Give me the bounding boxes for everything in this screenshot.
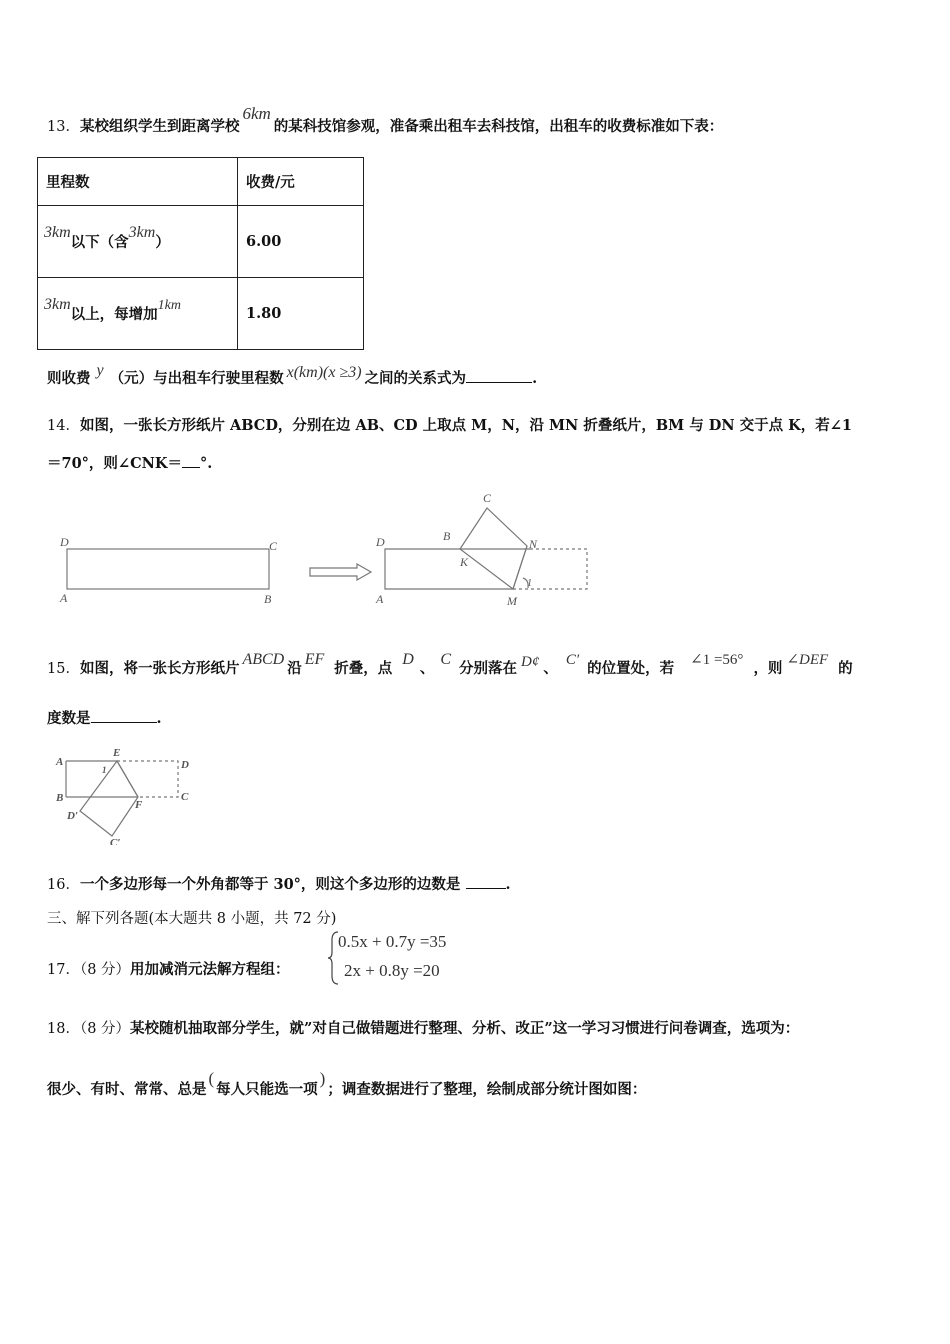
q15-label-Cprime: C′ [110, 837, 121, 845]
q16-answer-blank[interactable] [466, 874, 506, 889]
q14-line2 [47, 452, 212, 473]
q15-line1 [47, 651, 853, 678]
q15-flap [80, 761, 138, 836]
q18-text2: 很少、有时、常常、总是 [47, 1081, 207, 1098]
q17-equation-2: 2x + 0.8y =20 [344, 961, 440, 980]
q15-end: . [156, 710, 162, 727]
q14-label-1: 1 [527, 578, 532, 589]
q15-angle1: ∠1 =56° [690, 652, 744, 668]
q15-label-A: A [56, 756, 64, 768]
q13-tail-mid: （元）与出租车行驶里程数 [109, 370, 284, 387]
q18-text: 某校随机抽取部分学生，就”对自己做错题进行整理、分析、改正”这一学习习惯进行问卷调查，选项为： [130, 1020, 800, 1037]
q13-number: 13． [47, 119, 80, 135]
q14-label-M: M [507, 594, 517, 608]
row2-km2: 1km [157, 298, 181, 313]
q13-text: 某校组织学生到距离学校 [79, 118, 240, 135]
q15-line2 [47, 707, 162, 728]
q15-label-E: E [113, 747, 121, 759]
q15-t3: 折叠，点 [334, 660, 393, 677]
q15-fold-line [117, 761, 138, 797]
row2-km: 3km [44, 296, 71, 313]
q14-rect-folded [385, 549, 530, 589]
q15-label-C: C [181, 791, 189, 803]
q13-tail-after: 之间的关系式为 [364, 370, 467, 387]
q14-label-K: K [460, 555, 469, 569]
q14-rect-original [67, 549, 269, 589]
q18-text2-after: ；调查数据进行了整理，绘制成部分统计图如图： [327, 1081, 647, 1098]
q14-fold-line [513, 546, 527, 589]
q18-paren-close: ) [319, 1069, 326, 1088]
q14-label-A: A [60, 591, 68, 605]
q14-arrow-icon [310, 564, 371, 580]
q15-label-B: B [56, 792, 64, 804]
row1-km: 3km [44, 224, 71, 241]
q18-number: 18． [47, 1021, 80, 1037]
section3-heading: 三、解下列各题(本大题共 8 小题，共 72 分) [47, 911, 337, 927]
q15-t6: ，则 [753, 660, 783, 677]
q15-sep: 、 [419, 660, 435, 677]
q18-line1 [47, 1017, 799, 1038]
q18-points: （8 分） [79, 1021, 131, 1037]
q13-end: . [532, 370, 538, 387]
q15-line2-text: 度数是 [47, 710, 91, 727]
q14-line1 [47, 414, 852, 435]
q14-label-C2: C [483, 491, 492, 505]
q17-line [47, 958, 290, 979]
fee-table-header-fee: 收费/元 [238, 158, 364, 206]
row1-km2: 3km [128, 224, 156, 241]
q13-y: y [96, 362, 104, 379]
q16-line [47, 873, 511, 894]
q15-d: D [402, 651, 414, 668]
row1-label: 以下（含 [70, 234, 129, 251]
q14-figure [55, 488, 615, 616]
q15-t2: 沿 [287, 660, 302, 677]
q18-line2 [47, 1069, 647, 1099]
q13-answer-blank[interactable] [466, 368, 532, 383]
q15-sep2: 、 [543, 660, 558, 677]
q14-label-A2: A [376, 592, 384, 606]
q15-number: 15． [47, 661, 80, 677]
q14-text2-after: °. [199, 455, 213, 472]
q15-label-Dprime: D′ [67, 810, 79, 822]
q15-figure [50, 745, 210, 845]
q15-cprime: C′ [565, 652, 580, 668]
q18-paren-text: 每人只能选一项 [216, 1081, 318, 1098]
fee-table [37, 157, 364, 350]
q15-answer-blank[interactable] [91, 708, 157, 723]
q14-label-C: C [269, 539, 278, 553]
q17-equation-1: 0.5x + 0.7y =35 [338, 932, 447, 951]
row2-label: 以上，每增加 [70, 306, 158, 323]
q15-dashed-part [117, 761, 178, 797]
fee-table-row2-fee: 1.80 [238, 278, 364, 350]
q15-c: C [440, 651, 452, 668]
q14-text2: ＝70°，则∠CNK＝ [47, 455, 182, 472]
q17-points: （8 分） [79, 962, 131, 978]
q16-end: . [505, 876, 511, 893]
q17-text: 用加减消元法解方程组： [130, 961, 290, 978]
q15-angledef: ∠DEF [786, 652, 829, 668]
q14-label-D2: D [376, 535, 385, 549]
q16-number: 16． [47, 877, 80, 893]
q14-label-N: N [529, 537, 538, 551]
q14-label-B: B [264, 592, 272, 606]
q14-answer-blank[interactable] [182, 453, 200, 468]
q14-number: 14． [47, 418, 80, 434]
q13-tail-before: 则收费 [47, 370, 91, 387]
q15-label-D: D [181, 759, 189, 771]
q15-ef: EF [304, 651, 325, 668]
q15-abcd: ABCD [242, 651, 285, 668]
q15-label-1: 1 [102, 765, 107, 775]
q13-text-after: 的某科技馆参观，准备乘出租车去科技馆，出租车的收费标准如下表： [273, 118, 724, 135]
fee-table-header-distance: 里程数 [38, 158, 238, 206]
q14-label-D: D [60, 535, 69, 549]
q18-paren-open: ( [208, 1069, 215, 1088]
fee-table-row2-distance [38, 278, 238, 350]
q14-text: 如图，一张长方形纸片 ABCD，分别在边 AB、CD 上取点 M，N，沿 MN 折叠纸片，BM 与 DN 交于点 K，若∠1 [79, 417, 853, 434]
q14-label-B2: B [443, 529, 451, 543]
q13-line [47, 104, 724, 136]
row1-close: ） [155, 234, 170, 251]
q15-label-F: F [135, 799, 143, 811]
fee-table-row1-distance [38, 206, 238, 278]
q13-distance: 6km [242, 104, 271, 123]
q15-t5: 的位置处，若 [587, 660, 675, 677]
q15-t4: 分别落在 [459, 660, 518, 677]
fee-table-row1-fee: 6.00 [238, 206, 364, 278]
q13-tail [47, 362, 538, 388]
q13-xkm: x(km)(x ≥3) [286, 364, 362, 381]
q16-text: 一个多边形每一个外角都等于 30°，则这个多边形的边数是 [79, 876, 461, 893]
q15-t7: 的 [838, 660, 853, 677]
q17-number: 17． [47, 962, 80, 978]
q15-dprime: D¢ [521, 654, 540, 670]
q15-t1: 如图，将一张长方形纸片 [79, 660, 240, 677]
